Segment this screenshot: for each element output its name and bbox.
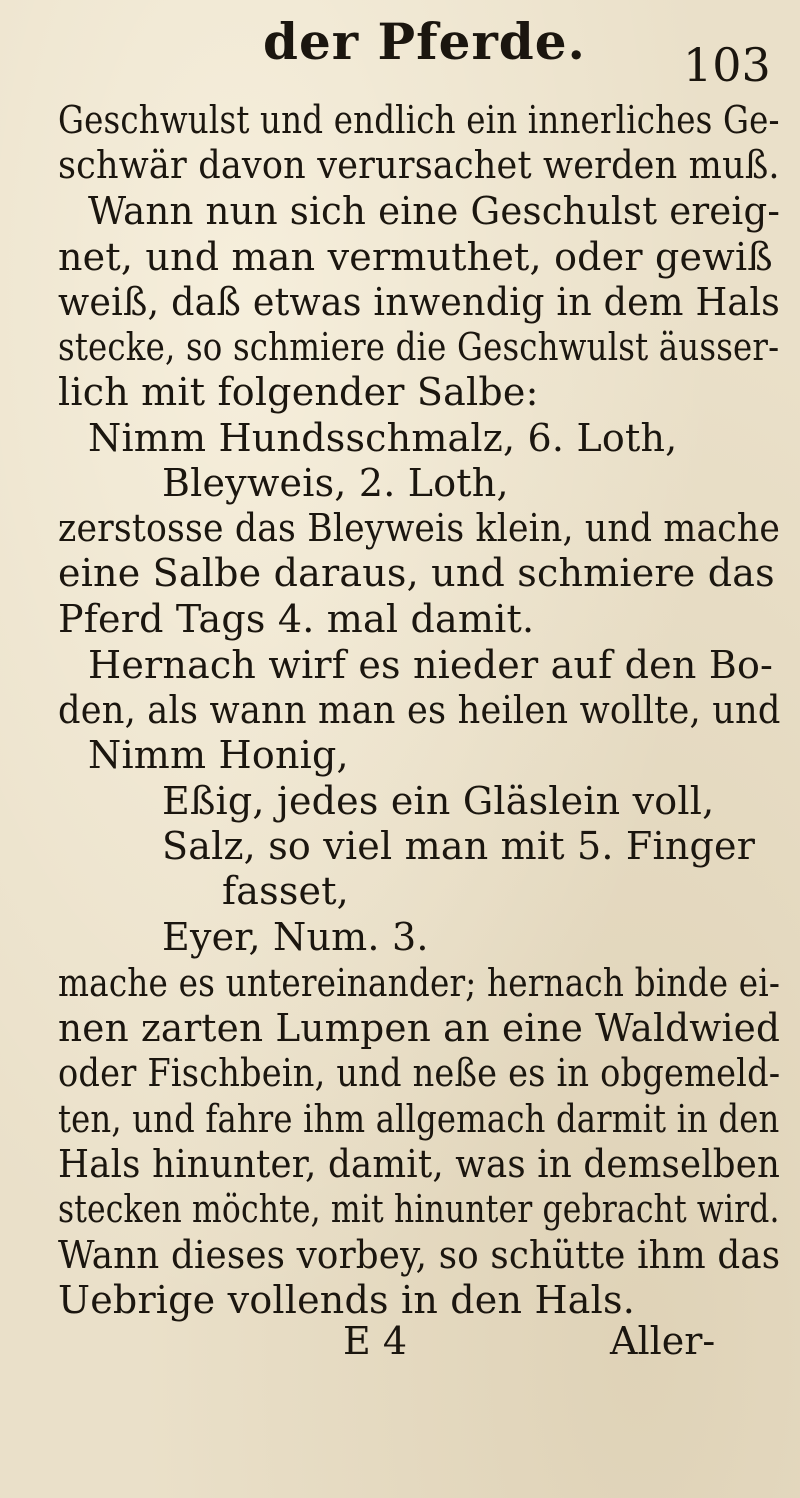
- text-line: eine Salbe daraus, und schmiere das: [58, 551, 775, 595]
- text-line: Hals hinunter, damit, was in demselben: [58, 1142, 781, 1186]
- text-line: ten, und fahre ihm allgemach darmit in den: [58, 1097, 780, 1141]
- text-line: Salz, so viel man mit 5. Finger: [162, 824, 756, 868]
- text-line: weiß, daß etwas inwendig in dem Hals: [58, 280, 781, 324]
- text-line: den, als wann man es heilen wollte, und: [58, 688, 781, 732]
- text-line: fasset,: [222, 869, 349, 913]
- text-line: oder Fischbein, und neße es in obgemeld-: [58, 1051, 781, 1095]
- text-line: Pferd Tags 4. mal damit.: [58, 597, 535, 641]
- text-line: stecken möchte, mit hinunter gebracht wird.: [58, 1187, 780, 1231]
- text-line: Nimm Honig,: [88, 733, 349, 777]
- catchword: Aller-: [610, 1319, 716, 1363]
- text-line: stecke, so schmiere die Geschwulst äusser-: [58, 325, 780, 369]
- page-number: 103: [683, 38, 771, 92]
- text-line: Bleyweis, 2. Loth,: [162, 461, 509, 505]
- text-line: Hernach wirf es nieder auf den Bo-: [88, 643, 774, 687]
- text-line: lich mit folgender Salbe:: [58, 370, 539, 414]
- text-line: Nimm Hundsschmalz, 6. Loth,: [88, 416, 678, 460]
- text-line: Wann nun sich eine Geschulst ereig-: [88, 189, 781, 233]
- text-line: Geschwulst und endlich ein innerliches Ge-: [58, 98, 780, 142]
- signature-mark: E 4: [343, 1319, 407, 1363]
- running-head: der Pferde.: [263, 12, 586, 71]
- text-line: Wann dieses vorbey, so schütte ihm das: [58, 1233, 781, 1277]
- text-line: zerstosse das Bleyweis klein, und mache: [58, 506, 781, 550]
- text-line: mache es untereinander; hernach binde ei-: [58, 961, 781, 1005]
- text-line: Eyer, Num. 3.: [162, 915, 429, 959]
- text-line: net, und man vermuthet, oder gewiß: [58, 235, 773, 279]
- text-line: schwär davon verursachet werden muß.: [58, 143, 780, 187]
- text-line: Eßig, jedes ein Gläslein voll,: [162, 779, 715, 823]
- text-line: nen zarten Lumpen an eine Waldwied: [58, 1006, 781, 1050]
- text-line: Uebrige vollends in den Hals.: [58, 1278, 635, 1322]
